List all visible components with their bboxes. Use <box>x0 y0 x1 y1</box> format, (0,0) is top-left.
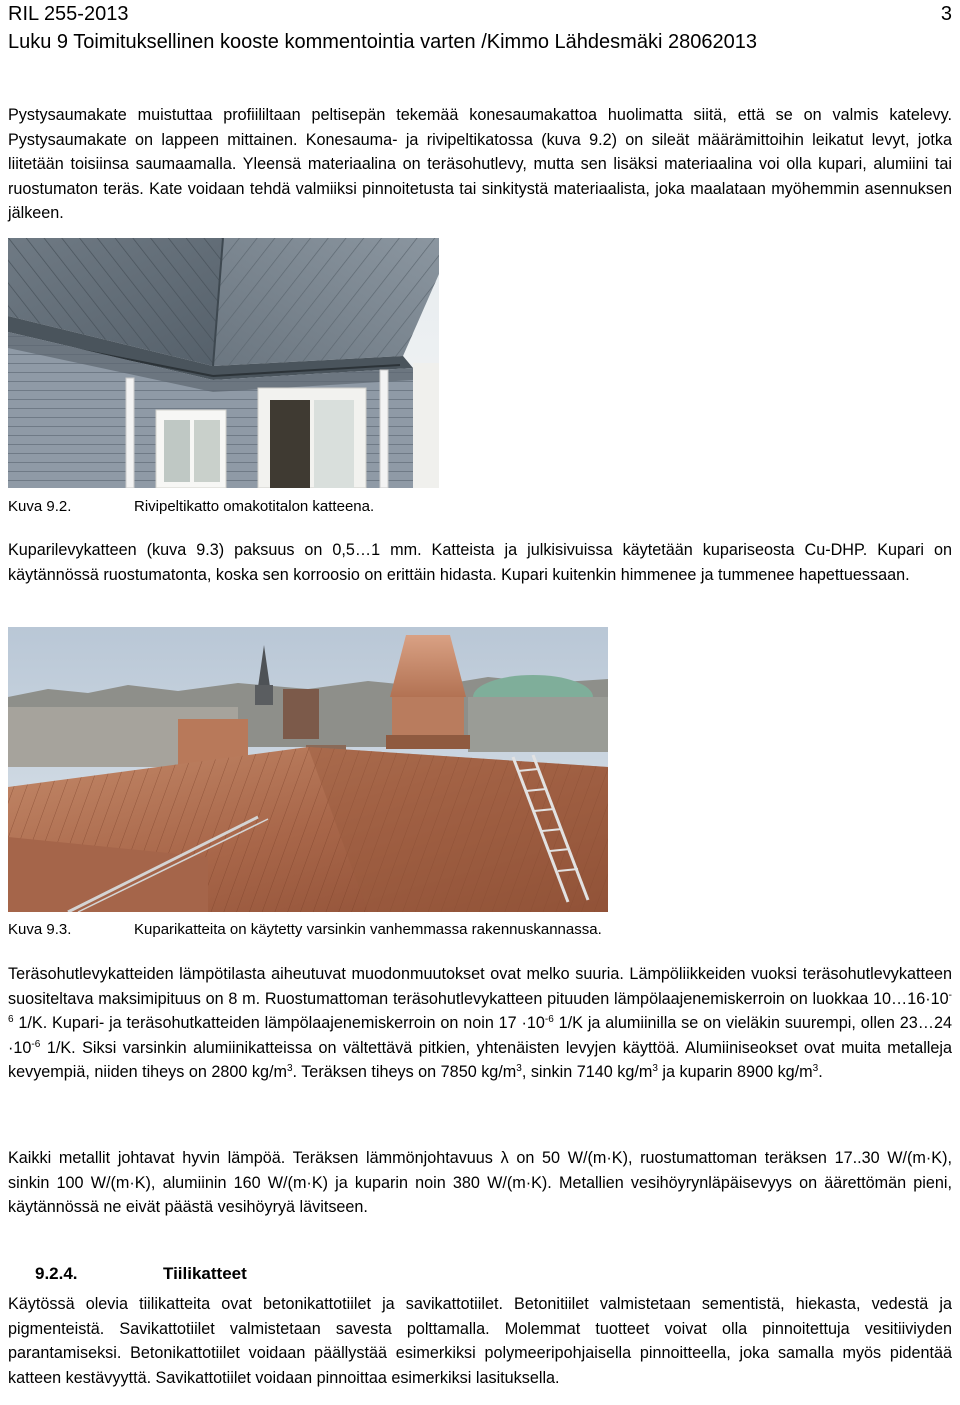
figure-9-3-caption <box>8 920 602 940</box>
page-header <box>8 0 952 56</box>
figure-number: Kuva 9.3. <box>8 921 72 938</box>
copper-roofs-image <box>8 627 608 912</box>
paragraph-standing-seam <box>8 103 952 226</box>
figure-9-2-photo <box>8 238 439 488</box>
section-title: Tiilikatteet <box>163 1264 247 1283</box>
superscript: -6 <box>8 989 952 1026</box>
figure-9-3-photo <box>8 627 608 912</box>
text-segment: 1/K ja alumiinilla se on vieläkin suurempi, ollen 23…24 ·10 <box>8 1014 952 1057</box>
text-segment: ja kuparin 8900 kg/m <box>657 1063 813 1082</box>
text-segment: . Teräksen tiheys on 7850 kg/m <box>292 1063 517 1082</box>
paragraph-thermal-expansion <box>8 962 952 1085</box>
text-segment: 1/K. Kupari- ja teräsohutkatteiden lämpölaajenemiskerroin on noin 17 ·10 <box>13 1014 545 1033</box>
section-heading <box>35 1262 247 1286</box>
figure-9-2-caption <box>8 497 374 517</box>
page-number: 3 <box>940 3 952 25</box>
text-segment: 1/K. Siksi varsinkin alumiinikatteissa on vältettävä pitkien, yhtenäisten levyjen käyttöä. Alumiiniseokset ovat muita metalleja kevyempiä, niiden tiheys on 2800 kg/m <box>8 1038 952 1082</box>
document-id: RIL 255-2013 <box>8 3 129 25</box>
superscript: 3 <box>652 1063 658 1075</box>
text-segment: , sinkin 7140 kg/m <box>521 1063 653 1082</box>
superscript: -6 <box>31 1038 41 1050</box>
superscript: 3 <box>286 1063 293 1075</box>
paragraph-text: Kuparilevykatteen (kuva 9.3) paksuus on 0,5…1 mm. Katteista ja julkisivuissa käytetään kupariseosta Cu-DHP. Kupari on käytännössä ruostumatonta, koska sen korroosio on erittäin hidasta. Kupari kuitenkin himmenee ja tummenee hapettuessaan. <box>8 541 952 584</box>
superscript: 3 <box>516 1063 522 1075</box>
section-number: 9.2.4. <box>35 1264 78 1283</box>
paragraph-thermal-conductivity <box>8 1146 952 1220</box>
caption-text: Kuparikatteita on käytetty varsinkin vanhemmassa rakennuskannassa. <box>134 921 602 938</box>
caption-text: Rivipeltikatto omakotitalon katteena. <box>134 498 375 515</box>
text-segment: . <box>818 1063 823 1082</box>
paragraph-text: Käytössä olevia tiilikatteita ovat betonikattotiilet ja savikattotiilet. Betonitiilet valmistetaan sementistä, hiekasta, vedestä ja pigmenteistä. Savikattotiilet valmistetaan savesta polttamalla. Molemmat tuotteet voivat olla pinnoitettuja vesitiiviyden parantamiseksi. Betonikattotiilet voidaan päällystää esimerkiksi polymeeripohjaisella pinnoitteella, joka samalla myös pidentää katteen kestävyyttä. Savikattotiilet voidaan pinnoittaa esimerkiksi lasituksella. <box>8 1295 952 1387</box>
paragraph-roof-tiles <box>8 1292 952 1390</box>
seamed-roof-house-image <box>8 238 439 488</box>
paragraph-text: Pystysaumakate muistuttaa profiililtaan peltisepän tekemää konesaumakattoa huolimatta siitä, että se on valmis katelevy. Pystysaumakate on lappeen mittainen. Konesauma- ja rivipeltikatossa (kuva 9.2) on sileät määrämittoihin leikatut levyt, jotka liitetään toisiinsa saumaamalla. Yleensä materiaalina on teräsohutlevy, mutta sen lisäksi materiaalina voi olla kupari, alumiini tai ruostumaton teräs. Kate voidaan tehdä valmiiksi pinnoitetusta tai sinkitystä materiaalista, joka maalataan myöhemmin asennuksen jälkeen. <box>8 106 952 223</box>
superscript: -6 <box>544 1014 554 1026</box>
text-segment: Teräsohutlevykatteiden lämpötilasta aiheutuvat muodonmuutokset ovat melko suuria. Lämpöliikkeiden vuoksi teräsohutlevykatteen suositeltava maksimipituus on 8 m. Ruostumattoman teräsohutlevykatteen pituuden lämpölaajenemiskerroin on luokkaa 10…16·10 <box>8 965 952 1008</box>
document-subtitle: Luku 9 Toimituksellinen kooste kommentointia varten /Kimmo Lähdesmäki 28062013 <box>8 31 757 53</box>
paragraph-text: Kaikki metallit johtavat hyvin lämpöä. Teräksen lämmönjohtavuus λ on 50 W/(m·K), ruostumattoman teräksen 17..30 W/(m·K), sinkin 100 W/(m·K), alumiinin 160 W/(m·K) ja kuparin noin 380 W/(m·K). Metallien vesihöyrynläpäisevyys on äärettömän pieni, käytännössä ne eivät päästä vesihöyryä lävitseen. <box>8 1149 952 1217</box>
paragraph-copper <box>8 538 952 587</box>
figure-number: Kuva 9.2. <box>8 498 72 515</box>
superscript: 3 <box>812 1063 819 1075</box>
